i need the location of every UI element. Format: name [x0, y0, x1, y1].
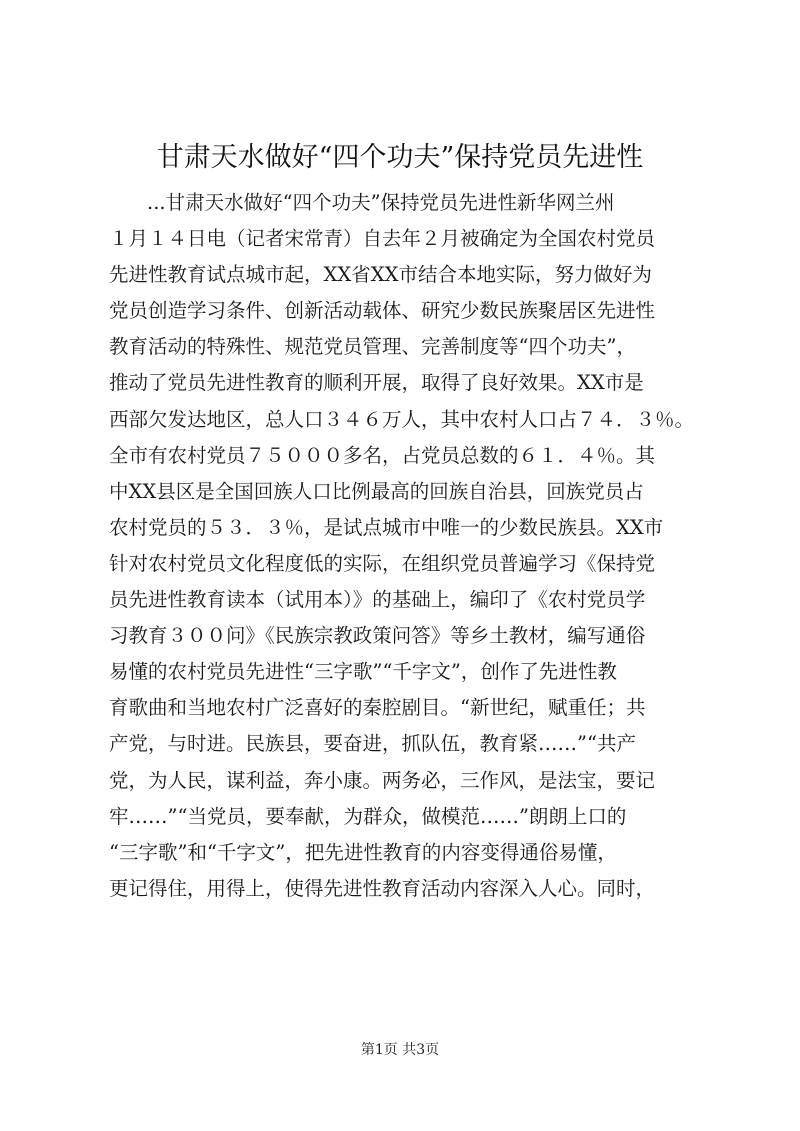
- body-line: 教育活动的特殊性、规范党员管理、完善制度等“四个功夫”，: [109, 335, 636, 359]
- body-line: 员先进性教育读本（试用本）》的基础上，编印了《农村党员学: [109, 588, 646, 612]
- body-line: 先进性教育试点城市起，XX省XX市结合本地实际，努力做好为: [109, 263, 653, 287]
- body-line: “三字歌”和“千字文”，把先进性教育的内容变得通俗易懂，: [109, 840, 617, 864]
- body-line: 针对农村党员文化程度低的实际，在组织党员普遍学习《保持党: [109, 551, 656, 575]
- body-line: 全市有农村党员７５０００多名，占党员总数的６１．４％。其: [109, 443, 656, 467]
- body-line: 党员创造学习条件、创新活动载体、研究少数民族聚居区先进性: [109, 299, 656, 323]
- body-line: ...甘肃天水做好“四个功夫”保持党员先进性新华网兰州: [147, 191, 615, 214]
- body-line: 易懂的农村党员先进性“三字歌”“千字文”，创作了先进性教: [109, 660, 617, 684]
- body-line: １月１４日电（记者宋常青）自去年２月被确定为全国农村党员: [109, 227, 656, 251]
- body-line: 习教育３００问》《民族宗教政策问答》等乡土教材，编写通俗: [109, 624, 646, 648]
- document-title: 甘肃天水做好“四个功夫”保持党员先进性: [156, 142, 644, 173]
- body-line: 育歌曲和当地农村广泛喜好的秦腔剧目。“新世纪，赋重任；共: [109, 696, 646, 720]
- page-number-footer: 第1页 共3页: [360, 1042, 440, 1058]
- body-line: 党，为人民，谋利益，奔小康。两务必，三作风，是法宝，要记: [109, 768, 656, 792]
- body-line: 更记得住，用得上，使得先进性教育活动内容深入人心。同时，: [109, 876, 656, 900]
- body-line: 推动了党员先进性教育的顺利开展，取得了良好效果。XX市是: [109, 371, 644, 395]
- document-body: [109, 185, 719, 907]
- body-line: 牢……”“当党员，要奉献，为群众，做模范……”朗朗上口的: [109, 804, 627, 828]
- body-line: 农村党员的５３．３％，是试点城市中唯一的少数民族县。XX市: [109, 515, 664, 539]
- body-line: 产党，与时进。民族县，要奋进，抓队伍，教育紧……”“共产: [109, 732, 636, 756]
- body-line: 中XX县区是全国回族人口比例最高的回族自治县，回族党员占: [109, 479, 644, 503]
- body-line: 西部欠发达地区，总人口３４６万人，其中农村人口占７４．３％。: [109, 407, 695, 431]
